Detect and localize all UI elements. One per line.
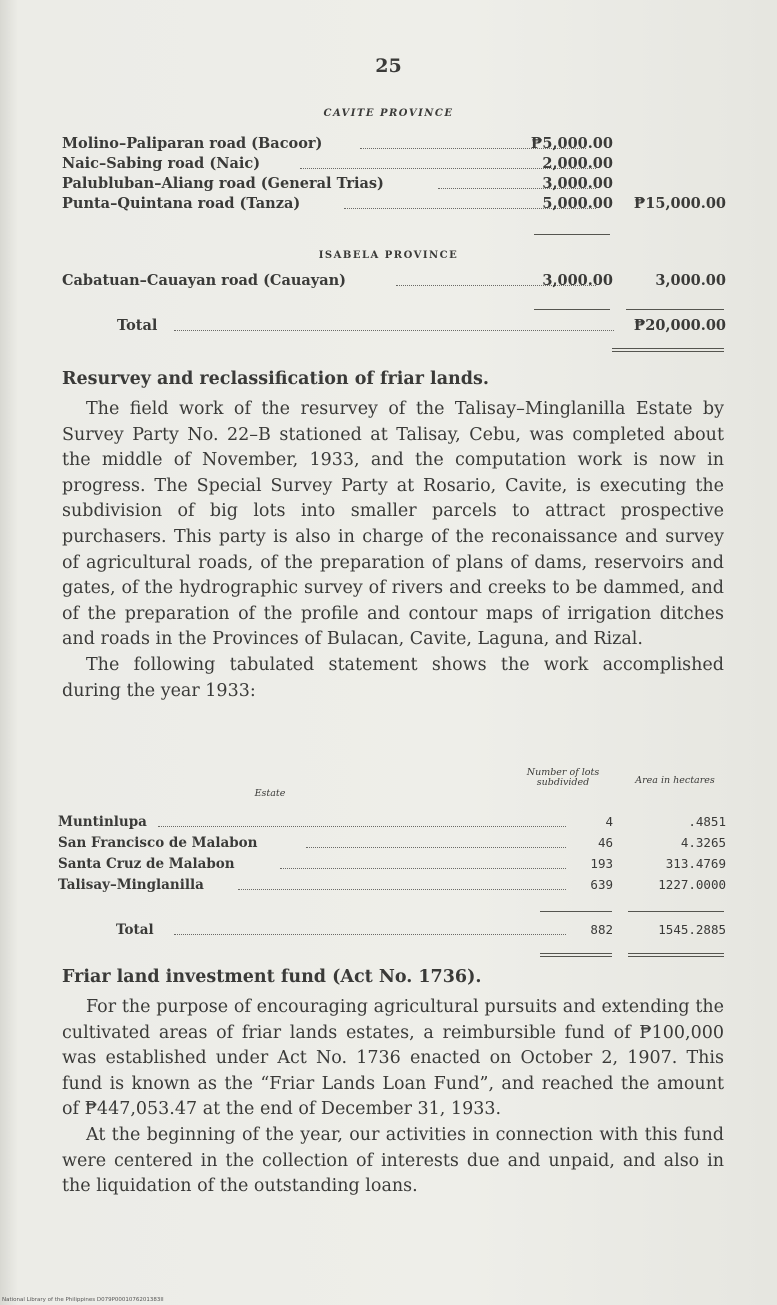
section-heading: Resurvey and reclassification of friar lands. [62,369,489,389]
estate-name: Santa Cruz de Malabon [58,856,235,872]
lots-value: 193 [590,856,613,871]
section-body [62,397,724,704]
col-header-lots: Number of lots subdivided [526,767,600,788]
subtotal-rule [534,309,610,310]
area-value: 1227.0000 [658,877,726,892]
isabela-row [62,272,726,292]
cavite-row [62,175,726,195]
lots-value: 639 [590,877,613,892]
roads-total-row [62,317,726,337]
estate-row [58,877,726,897]
section-heading: Friar land investment fund (Act No. 1736). [62,967,482,987]
road-subtotal: 3,000.00 [655,272,726,289]
estate-name: Muntinlupa [58,814,147,830]
road-label: Cabatuan–Cauayan road (Cauayan) [62,272,347,289]
subtotal-rule [540,911,612,912]
area-value: 313.4769 [665,856,726,871]
leader-dots [174,934,566,935]
road-amount: 5,000.00 [542,195,613,212]
road-label: Molino–Paliparan road (Bacoor) [62,135,323,152]
paragraph: The field work of the resurvey of the Talisay–Minglanilla Estate by Survey Party No. 22–B stationed at Talisay, Cebu, was completed about the middle of November, 1933, and the computation work is now in progress. The Special Survey Party at Rosario, Cavite, is executing the subdivision of big lots into smaller parcels to attract prospective purchasers. This party is also in charge of the reconaissance and survey of agricultural roads, of the preparation of plans of dams, reservoirs and gates, of the hydrographic survey of rivers and creeks to be dammed, and of the preparation of the profile and contour maps of irrigation ditches and roads in the Provinces of Bulacan, Cavite, Laguna, and Rizal. [62,399,724,650]
total-double-rule [628,953,724,957]
paragraph: At the beginning of the year, our activities in connection with this fund were centered in the collection of interests due and unpaid, and also in the liquidation of the outstanding loans. [62,1124,724,1197]
paragraph: For the purpose of encouraging agricultural pursuits and extending the cultivated areas of friar lands estates, a reimbursible fund of ₱100,000 was established under Act No. 1736 enacted on October 2, 1907. This fund is known as the “Friar Lands Loan Fund”, and reached the amount of ₱447,053.47 at the end of December 31, 1933. [62,997,724,1120]
estate-name: San Francisco de Malabon [58,835,258,851]
archive-footer: National Library of the Philippines D079P0001076201383II [2,1297,164,1303]
cavite-heading: CAVITE PROVINCE [323,108,454,119]
leader-dots [158,826,566,827]
road-label: Punta–Quintana road (Tanza) [62,195,301,212]
road-amount: 3,000.00 [542,272,613,289]
col-header-area: Area in hectares [635,775,715,786]
col-header-estate: Estate [254,788,286,799]
cavite-row [62,195,726,215]
total-double-rule [612,348,724,352]
lots-value: 4 [605,814,613,829]
isabela-heading: ISABELA PROVINCE [318,250,459,261]
lots-value: 46 [597,835,613,850]
estate-total-row [58,922,726,942]
leader-dots [174,330,614,331]
road-amount: 2,000.00 [542,155,613,172]
estate-name: Talisay–Minglanilla [58,877,204,893]
cavite-row [62,135,726,155]
total-label: Total [117,317,158,334]
total-lots: 882 [590,922,613,937]
total-label: Total [116,922,154,938]
page-number: 25 [375,55,402,77]
section-body [62,995,724,1200]
road-amount: ₱5,000.00 [530,135,613,152]
estate-row [58,835,726,855]
roads-total-value: ₱20,000.00 [633,317,726,334]
area-value: .4851 [688,814,726,829]
total-area: 1545.2885 [658,922,726,937]
estate-row [58,856,726,876]
road-subtotal: ₱15,000.00 [633,195,726,212]
paragraph: The following tabulated statement shows the work accomplished during the year 1933: [62,654,724,701]
leader-dots [280,868,566,869]
subtotal-rule [626,309,724,310]
road-label: Naic–Sabing road (Naic) [62,155,261,172]
subtotal-rule [534,234,610,235]
road-label: Palubluban–Aliang road (General Trias) [62,175,384,192]
leader-dots [306,847,566,848]
estate-row [58,814,726,834]
subtotal-rule [628,911,724,912]
total-double-rule [540,953,612,957]
area-value: 4.3265 [680,835,726,850]
leader-dots [238,889,566,890]
road-amount: 3,000.00 [542,175,613,192]
cavite-row [62,155,726,175]
